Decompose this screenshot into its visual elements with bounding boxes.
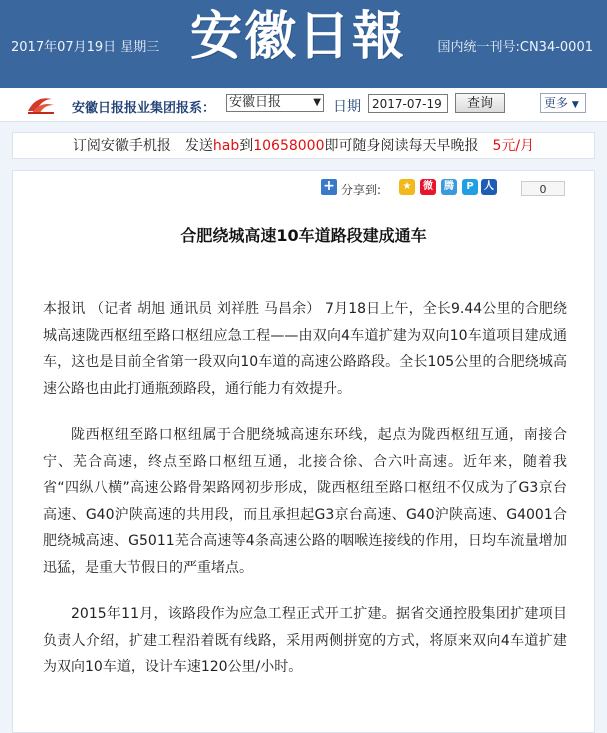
group-label: 安徽日报报业集团报系： <box>72 101 216 116</box>
navigation-bar <box>0 88 607 122</box>
qzone-icon[interactable]: ★ <box>399 179 415 195</box>
mobile-subscription-promo[interactable] <box>12 132 595 159</box>
promo-code: hab <box>212 138 240 154</box>
renren-icon[interactable]: 人 <box>481 179 497 195</box>
weibo-icon[interactable]: 微 <box>420 179 436 195</box>
paper-select-value: 安徽日报 <box>229 95 282 110</box>
header-date: 2017年07月19日 星期三 <box>11 40 160 55</box>
promo-number: 10658000 <box>253 138 325 154</box>
share-plus-icon[interactable]: + <box>321 179 337 195</box>
group-logo-icon[interactable] <box>26 93 56 115</box>
chevron-down-icon: ▼ <box>571 100 579 110</box>
article-body <box>43 296 567 701</box>
article-paragraph: 本报讯 （记者 胡旭 通讯员 刘祥胜 马昌余） 7月18日上午，全长9.44公里的合肥绕城高速陇西枢纽至路口枢纽应急工程——由双向4车道扩建为双向10车道项目建成通车，这也是目前全省第一段双向10车道的高速公路路段。全长105公里的合肥绕城高速公路也由此打通瓶颈路段，通行能力有效提升。 <box>43 301 567 397</box>
more-button[interactable] <box>540 93 586 113</box>
dropdown-arrow-icon: ▼ <box>313 97 321 108</box>
promo-price: 5元/月 <box>492 138 535 154</box>
issn-label: 国内统一刊号:CN34-0001 <box>437 40 593 55</box>
more-label: 更多 <box>544 96 569 110</box>
promo-text-2: 到 <box>239 138 254 154</box>
share-count: 0 <box>521 181 565 196</box>
article-paragraph: 陇西枢纽至路口枢纽属于合肥绕城高速东环线，起点为陇西枢纽互通，南接合宁、芜合高速，终点至路口枢纽互通，北接合徐、合六叶高速。近年来，随着我省“四纵八横”高速公路骨架路网初步形成，陇西枢纽至路口枢纽不仅成为了G3京台高速、G40沪陕高速的共用段，而且承担起G3京台高速、G40沪陕高速、G4001合肥绕城高速、G5011芜合高速等4条高速公路的咽喉连接线的作用，日均车流量增加迅猛，是重大节假日的严重堵点。 <box>43 427 567 576</box>
share-bar <box>321 176 561 196</box>
share-label: 分享到: <box>341 183 382 197</box>
date-label: 日期 <box>333 99 361 115</box>
newspaper-logo[interactable]: 安徽日報 <box>189 6 406 67</box>
pengyou-icon[interactable]: P <box>462 179 478 195</box>
article-title: 合肥绕城高速10车道路段建成通车 <box>180 226 427 245</box>
paper-select[interactable] <box>226 94 324 112</box>
tencent-weibo-icon[interactable]: 腾 <box>441 179 457 195</box>
article-paragraph: 2015年11月，该路段作为应急工程正式开工扩建。据省交通控股集团扩建项目负责人介绍，扩建工程沿着既有线路，采用两侧拼宽的方式，将原来双向4车道扩建为双向10车道，设计车速120公里/小时。 <box>43 606 567 675</box>
masthead <box>0 0 607 88</box>
article-panel <box>12 170 595 733</box>
promo-text-1: 订阅安徽手机报 发送 <box>72 138 213 154</box>
promo-text-3: 即可随身阅读每天早晚报 <box>324 138 493 154</box>
date-input[interactable]: 2017-07-19 <box>368 94 448 113</box>
query-button[interactable]: 查询 <box>455 93 505 113</box>
